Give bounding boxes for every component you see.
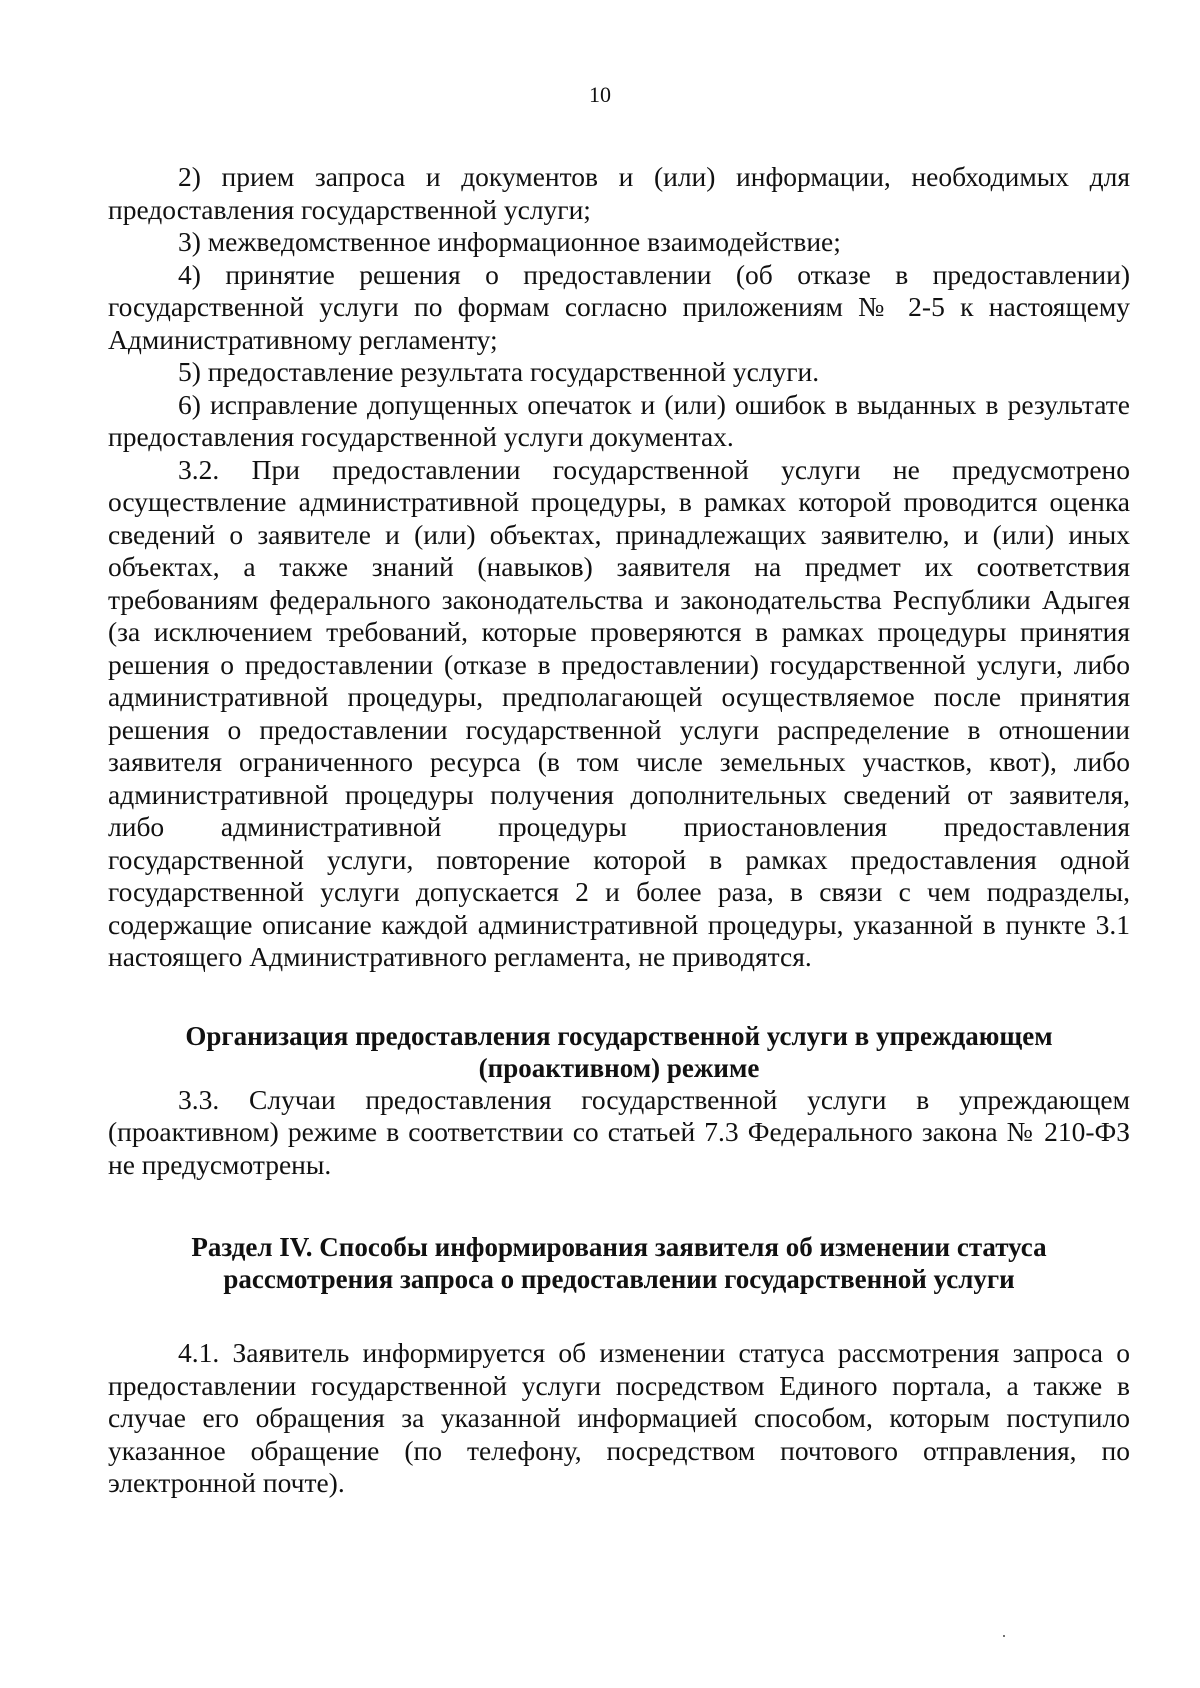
scan-speck <box>1003 1635 1005 1637</box>
heading-proactive-line2: (проактивном) режиме <box>478 1052 760 1083</box>
heading-section-4-line2: рассмотрения запроса о предоставлении государственной услуги <box>223 1264 1015 1294</box>
paragraph-3-3: 3.3. Случаи предоставления государственной услуги в упреждающем (проактивном) режиме в соответствии со статьей 7.3 Федерального закона № 210-ФЗ не предусмотрены. <box>108 1083 1130 1180</box>
list-item-5: 5) предоставление результата государственной услуги. <box>178 356 820 387</box>
document-body <box>108 161 1130 1500</box>
list-item-6: 6) исправление допущенных опечаток и (или) ошибок в выданных в результате предоставления государственной услуги документах. <box>108 388 1130 452</box>
paragraph-4-1: 4.1. Заявитель информируется об изменении статуса рассмотрения запроса о предоставлении государственной услуги посредством Единого портала, а также в случае его обращения за указанной информацией способом, которым поступило указанное обращение (по телефону, посредством почтового отправления, по электронной почте). <box>108 1337 1130 1498</box>
heading-section-4-line1: Раздел IV. Способы информирования заявителя об изменении статуса <box>191 1232 1047 1262</box>
heading-section-4 <box>108 1231 1130 1295</box>
list-item-4: 4) принятие решения о предоставлении (об отказе в предоставлении) государственной услуги по формам согласно приложениям № 2-5 к настоящему Административному регламенту; <box>108 258 1130 355</box>
page-number: 10 <box>589 82 611 107</box>
heading-proactive <box>108 1020 1130 1084</box>
list-item-3: 3) межведомственное информационное взаимодействие; <box>178 226 841 257</box>
heading-proactive-line1: Организация предоставления государственной услуги в упреждающем <box>185 1020 1053 1051</box>
list-item-2: 2) прием запроса и документов и (или) информации, необходимых для предоставления государственной услуги; <box>108 161 1130 225</box>
paragraph-3-2: 3.2. При предоставлении государственной услуги не предусмотрено осуществление административной процедуры, в рамках которой проводится оценка сведений о заявителе и (или) объектах, принадлежащих заявителю, и (или) иных объектах, а также знаний (навыков) заявителя на предмет их соответствия требованиям федерального законодательства и законодательства Республики Адыгея (за исключением требований, которые проверяются в рамках процедуры принятия решения о предоставлении (отказе в предоставлении) государственной услуги, либо административной процедуры, предполагающей осуществляемое после принятия решения о предоставлении государственной услуги распределение в отношении заявителя ограниченного ресурса (в том числе земельных участков, квот), либо административной процедуры получения дополнительных сведений от заявителя, либо административной процедуры приостановления предоставления государственной услуги, повторение которой в рамках предоставления одной государственной услуги допускается 2 и более раза, в связи с чем подразделы, содержащие описание каждой административной процедуры, указанной в пункте 3.1 настоящего Административного регламента, не приводятся. <box>108 453 1130 972</box>
